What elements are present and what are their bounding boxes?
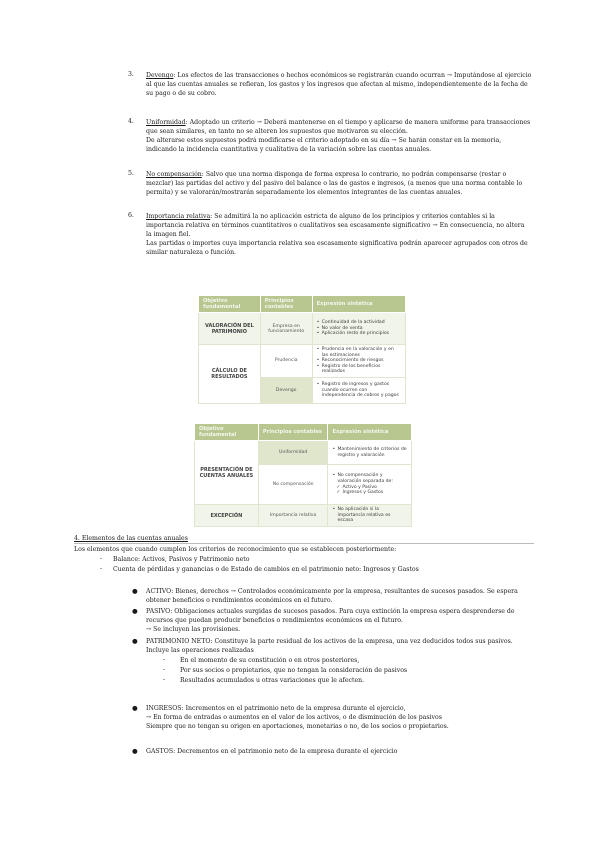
- expression-bullet: • Registro de ingresos y gastos cuando ocurren con independencia de cobros y pagos: [317, 382, 401, 399]
- expression-sub-bullet: ✓ Ingresos y Gastos: [332, 490, 407, 496]
- table-row: [199, 345, 406, 378]
- principle-cell: Empresa en funcionamiento: [260, 313, 312, 345]
- bullet-marker: ●: [132, 637, 138, 645]
- principle-cell: Prudencia: [260, 345, 312, 378]
- dash-marker: -: [163, 676, 166, 683]
- principle-uniformidad: [146, 118, 532, 154]
- element-gastos: [146, 747, 532, 756]
- table-header-row: [199, 296, 406, 313]
- expression-bullet: • Continuidad de la actividad: [317, 320, 401, 326]
- table-header-cell: Principios contables: [260, 296, 312, 313]
- expression-cell: [312, 377, 405, 403]
- expression-cell: [328, 465, 412, 505]
- table-header-row: [195, 424, 412, 441]
- objective-cell: VALORACIÓN DEL PATRIMONIO: [199, 313, 261, 345]
- element-patrimonio-neto: [146, 637, 532, 655]
- item-number: 3.: [128, 71, 134, 78]
- principle-term: No compensación: [146, 171, 202, 178]
- element-text: : Incrementos en el patrimonio neto de la empresa durante el ejercicio,: [181, 705, 406, 712]
- principle-term: Devengo: [146, 72, 174, 79]
- sub-item: En el momento de su constitución o en otros posteriores,: [180, 657, 360, 664]
- element-term: GASTOS: [146, 748, 174, 755]
- element-term: PASIVO: [146, 608, 171, 615]
- objective-cell: EXCEPCIÓN: [195, 505, 259, 527]
- element-ingresos: [146, 704, 532, 731]
- expression-sub-bullet: ✓ Activo y Pasivo: [332, 485, 407, 491]
- dash-marker: -: [100, 565, 103, 572]
- principle-cell: Uniformidad: [258, 441, 328, 465]
- principle-text: : Los efectos de las transacciones o hechos económicos se registrarán cuando ocurran → Imputándose al ejercicio al que las cuentas anuales se refieran, los gastos y los ingresos que afectan al mismo, independientemente de la fecha de su pago o de su cobro.: [146, 72, 532, 97]
- section-title: [74, 535, 534, 544]
- item-number: 5.: [128, 170, 134, 177]
- section-title-text: 4. Elementos de las cuentas anuales: [74, 535, 188, 542]
- principle-text: : Adoptado un criterio → Deberá mantenerse en el tiempo y aplicarse de manera uniforme para transacciones que sean similares, en tanto no se alteren los supuestos que motivaron su elección.: [146, 119, 531, 135]
- element-term: INGRESOS: [146, 705, 182, 712]
- expression-bullet: • No aplicación si la importancia relativa es escasa: [332, 507, 407, 524]
- principle-text: : Se admitirá la no aplicación estricta de alguno de los principios y criterios contables si la importancia relativa en términos cuantitativos o cualitativos sea escasamente significativo → En consecuencia, no altera la imagen fiel.: [146, 213, 525, 238]
- element-activo: [146, 587, 532, 605]
- expression-bullet: • No compensación y valoración separada de:: [332, 473, 407, 484]
- bullet-marker: ●: [132, 607, 138, 615]
- expression-cell: [312, 345, 405, 378]
- objective-cell: PRESENTACIÓN DE CUENTAS ANUALES: [195, 441, 259, 505]
- principle-term: Importancia relativa: [146, 213, 211, 220]
- bullet-marker: ●: [132, 747, 138, 755]
- expression-cell: [312, 313, 405, 345]
- section-intro: Los elementos que cuando cumplen los criterios de reconocimiento que se establecen posteriormente:: [74, 546, 397, 553]
- expression-bullet: • No valor de venta: [317, 326, 401, 332]
- expression-cell: [328, 505, 412, 527]
- element-extra: Siempre que no tengan su origen en aportaciones, monetarias o no, de los socios o propietarios.: [146, 723, 449, 730]
- principles-table-2: [194, 423, 412, 527]
- principle-cell: Importancia relativa: [258, 505, 328, 527]
- table-header-cell: Expresión sintética: [312, 296, 405, 313]
- expression-bullet: • Prudencia en la valoración y en las estimaciones: [317, 347, 401, 358]
- dash-marker: -: [100, 555, 103, 562]
- dash-item: Balance: Activos, Pasivos y Patrimonio neto: [113, 556, 250, 563]
- principle-cell: Devengo: [260, 377, 312, 403]
- principle-term: Uniformidad: [146, 119, 186, 126]
- item-number: 6.: [128, 212, 134, 219]
- element-text: : Decrementos en el patrimonio neto de la empresa durante el ejercicio: [173, 748, 398, 755]
- expression-cell: [328, 441, 412, 465]
- principle-extra: Las partidas o importes cuya importancia relativa sea escasamente significativa podrán aparecer agrupados con otros de similar naturaleza o función.: [146, 240, 528, 256]
- dash-item: Cuenta de pérdidas y ganancias o de Estado de cambios en el patrimonio neto: Ingresos y Gastos: [113, 566, 419, 573]
- table-row: [199, 313, 406, 345]
- expression-bullet: • Registro de los beneficios realizados: [317, 364, 401, 375]
- table-row: [195, 441, 412, 465]
- table-header-cell: Principios contables: [258, 424, 328, 441]
- element-text: : Bienes, derechos → Controlados económicamente por la empresa, resultantes de sucesos pasados. Se espera obtener beneficios o rendimientos económicos en el futuro.: [146, 588, 518, 604]
- element-extra: → En forma de entradas o aumentos en el valor de los activos, o de disminución de los pasivos: [146, 714, 442, 721]
- principle-extra: De alterarse estos supuestos podrá modificarse el criterio adoptado en su día → Se harán constar en la memoria, indicando la incidencia cuantitativa y cualitativa de la variación sobre las cuentas anuales.: [146, 137, 502, 153]
- element-text: : Obligaciones actuales surgidas de sucesos pasados. Para cuya extinción la empresa espera desprenderse de recursos que puedan producir beneficios o rendimientos económicos en el futuro.: [146, 608, 515, 624]
- principle-no-compensacion: [146, 170, 532, 197]
- principle-cell: No compensación: [258, 465, 328, 505]
- sub-item: Resultados acumulados u otras variaciones que le afecten.: [180, 677, 365, 684]
- bullet-marker: ●: [132, 587, 138, 595]
- item-number: 4.: [128, 118, 134, 125]
- element-term: ACTIVO: [146, 588, 172, 595]
- table-row: [195, 505, 412, 527]
- principle-text: : Salvo que una norma disponga de forma expresa lo contrario, no podrán compensarse (restar o mezclar) las partidas del activo y del pasivo del balance o las de gastos e ingresos, (a menos que una norma contable lo permita) y se valorarán/mostrarán separadamente los elementos integrantes de las cuentas anuales.: [146, 171, 523, 196]
- table-header-cell: Objetivo fundamental: [195, 424, 259, 441]
- element-extra: → Se incluyen las provisiones.: [146, 626, 241, 633]
- objective-cell: CÁLCULO DE RESULTADOS: [199, 345, 261, 404]
- expression-bullet: • Mantenimiento de criterios de registro y valoración: [332, 447, 407, 458]
- bullet-marker: ●: [132, 704, 138, 712]
- principle-importancia-relativa: [146, 212, 532, 257]
- dash-marker: -: [163, 656, 166, 663]
- element-text: : Constituye la parte residual de los activos de la empresa, una vez deducidos todos sus pasivos. Incluye las operaciones realizadas: [146, 638, 513, 654]
- principles-table-1: [198, 295, 406, 404]
- dash-marker: -: [163, 666, 166, 673]
- element-term: PATRIMONIO NETO: [146, 638, 211, 645]
- expression-bullet: • Reconocimiento de riesgos: [317, 358, 401, 364]
- sub-item: Por sus socios o propietarios, que no tengan la consideración de pasivos: [180, 667, 408, 674]
- table-header-cell: Expresión sintética: [328, 424, 412, 441]
- element-pasivo: [146, 607, 532, 634]
- table-header-cell: Objetivo fundamental: [199, 296, 261, 313]
- expression-bullet: • Aplicación resto de principios: [317, 331, 401, 337]
- principle-devengo: [146, 71, 532, 98]
